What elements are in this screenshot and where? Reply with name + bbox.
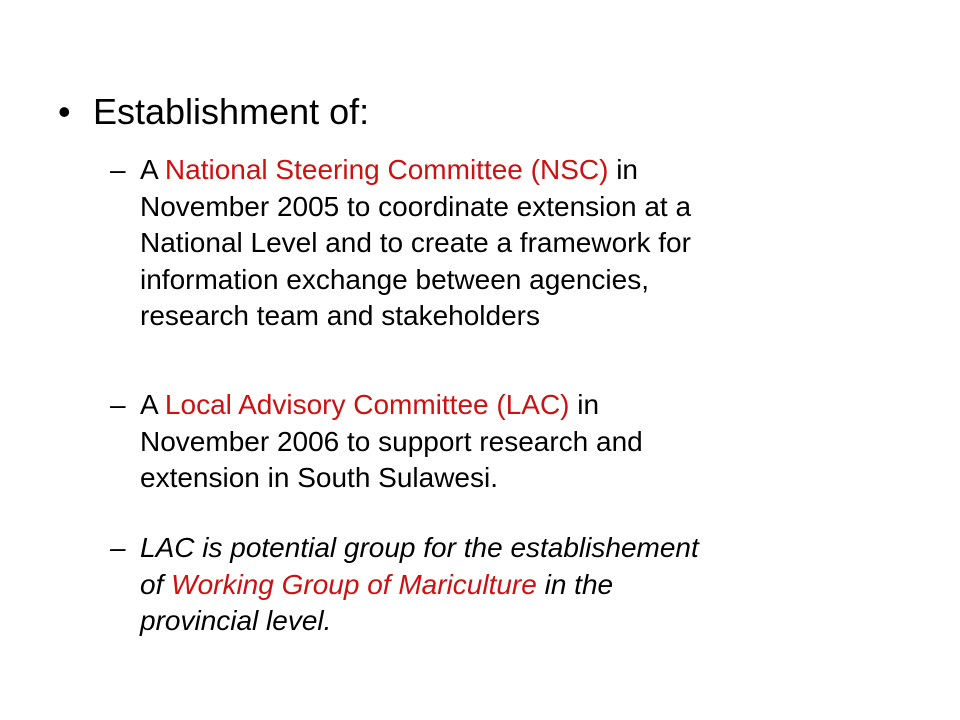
- text-line: A Local Advisory Committee (LAC) in: [140, 389, 600, 420]
- bullet-dot: •: [58, 91, 71, 132]
- main-bullet-text: Establishment of:: [93, 91, 370, 132]
- text-line: provincial level.: [140, 605, 332, 636]
- nsc-highlight: National Steering Committee (NSC): [164, 154, 609, 185]
- text-line: November 2005 to coordinate extension at a: [140, 190, 692, 222]
- lac-highlight: Local Advisory Committee (LAC): [164, 389, 570, 420]
- dash-marker: –: [110, 532, 126, 563]
- text-line: National Level and to create a framework for: [140, 227, 691, 258]
- text-line: A National Steering Committee (NSC) in: [140, 154, 638, 185]
- text-line: LAC is potential group for the establishement: [140, 532, 699, 563]
- text-line: of Working Group of Mariculture in the: [140, 568, 614, 600]
- dash-marker: –: [110, 154, 126, 185]
- text-line: research team and stakeholders: [140, 300, 540, 331]
- sub-item-nsc: [110, 152, 900, 335]
- text-line: information exchange between agencies,: [140, 263, 650, 295]
- sub-item-lac: [110, 387, 900, 497]
- sub-item-working-group: [110, 530, 900, 640]
- text-line: extension in South Sulawesi.: [140, 462, 498, 493]
- dash-marker: –: [110, 389, 126, 420]
- text-line: November 2006 to support research and: [140, 425, 643, 457]
- working-group-highlight: Working Group of Mariculture: [171, 568, 537, 600]
